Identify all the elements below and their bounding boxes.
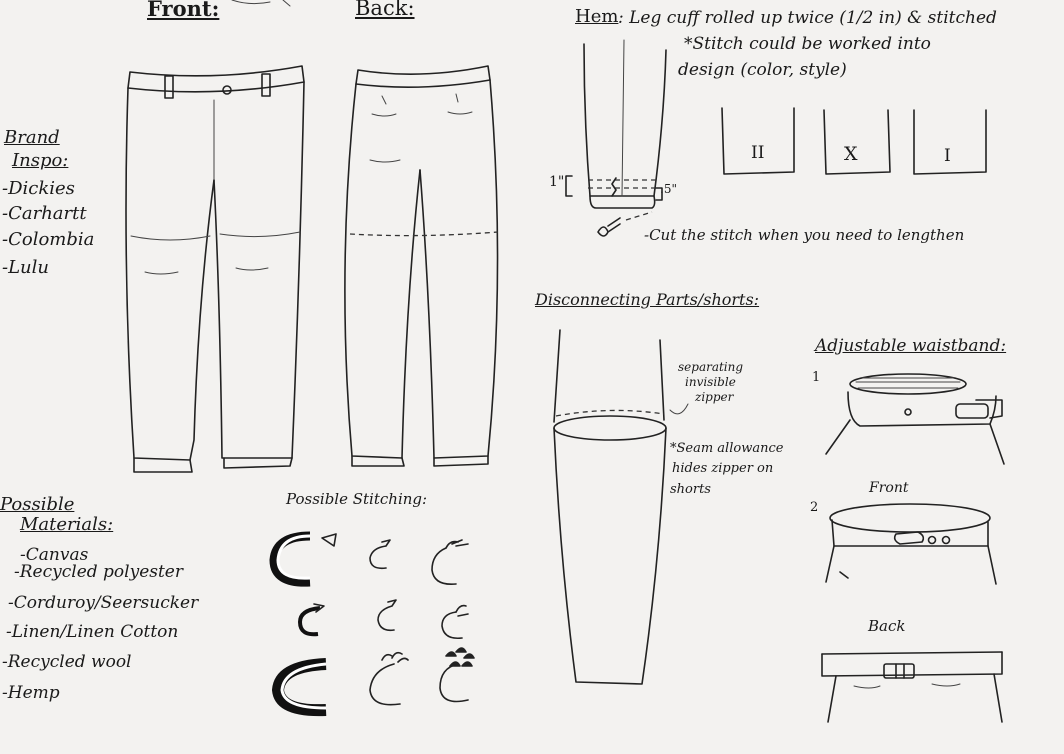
materials-title-1: Possible <box>0 494 75 515</box>
stitch-mark-single: I <box>944 146 951 166</box>
waistband-sketch-1 <box>826 374 1004 464</box>
front-heading: Front: <box>147 0 220 21</box>
brand-item: -Lulu <box>2 257 49 278</box>
seam-note-line: *Seam allowance <box>670 441 784 456</box>
hem-note-line1: : Leg cuff rolled up twice (1/2 in) & stitched <box>618 8 997 28</box>
back-heading: Back: <box>355 0 415 20</box>
waistband-number-1: 1 <box>812 370 821 385</box>
hem-note-line2: *Stitch could be worked into <box>684 34 931 54</box>
brand-inspo-title-2: Inspo: <box>12 150 69 171</box>
waistband-back-label: Back <box>868 617 906 635</box>
back-pants-sketch <box>345 66 498 466</box>
zipper-note-line: invisible <box>685 375 736 389</box>
hem-note-line3: design (color, style) <box>678 60 847 80</box>
top-scribble <box>232 0 290 6</box>
waistband-front-label: Front <box>869 480 909 496</box>
disconnecting-heading: Disconnecting Parts/shorts: <box>535 290 760 309</box>
brand-item: -Carhartt <box>2 203 87 224</box>
zipper-note-line: zipper <box>695 390 734 404</box>
front-pants-sketch <box>126 66 304 472</box>
adjustable-waistband-heading: Adjustable waistband: <box>815 336 1007 356</box>
possible-stitching-heading: Possible Stitching: <box>286 490 428 508</box>
hem-leg-sketch <box>566 40 666 236</box>
stitching-symbols <box>274 534 474 710</box>
material-item: -Hemp <box>2 683 60 703</box>
hem-heading: Hem <box>575 6 619 27</box>
seam-note-line: shorts <box>670 482 711 497</box>
material-item: -Recycled polyester <box>14 562 183 582</box>
hem-label-1in: 1" <box>549 174 565 190</box>
materials-title-2: Materials: <box>20 514 114 535</box>
waistband-sketch-2 <box>826 504 996 584</box>
stitch-mark-double: II <box>751 143 765 163</box>
brand-item: -Colombia <box>2 229 95 250</box>
seam-note-line: hides zipper on <box>672 461 774 476</box>
material-item: -Canvas <box>20 545 89 565</box>
brand-inspo-title-1: Brand <box>4 127 60 148</box>
brand-item: -Dickies <box>2 178 75 199</box>
hem-label-5in: .5" <box>660 182 677 196</box>
waistband-back-sketch <box>822 652 1002 722</box>
hem-cut-note: -Cut the stitch when you need to lengthen <box>644 226 965 244</box>
material-item: -Recycled wool <box>2 652 132 672</box>
material-item: -Corduroy/Seersucker <box>8 593 199 613</box>
shorts-leg-sketch <box>554 330 688 684</box>
zipper-note-line: separating <box>678 360 744 374</box>
material-item: -Linen/Linen Cotton <box>6 622 179 642</box>
waistband-number-2: 2 <box>810 500 819 515</box>
stitch-mark-cross: X <box>844 143 858 165</box>
hem-stitch-options <box>722 108 986 174</box>
